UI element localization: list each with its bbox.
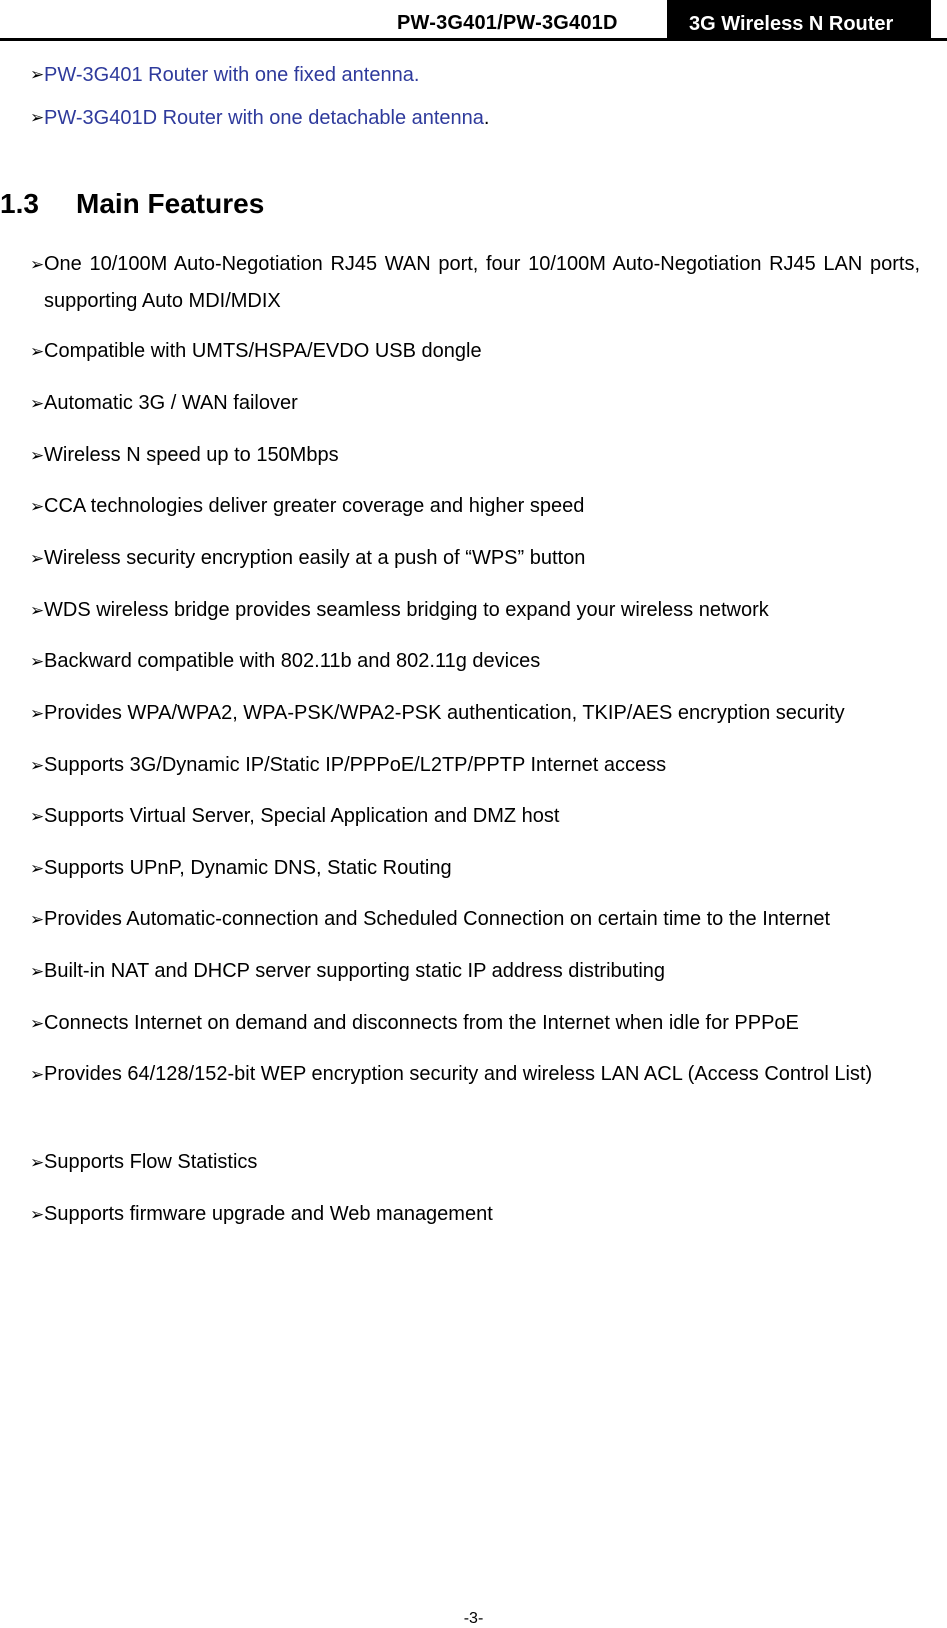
intro-item-text: PW-3G401 Router with one fixed antenna. bbox=[44, 64, 420, 86]
bullet-arrow-icon: ➢ bbox=[30, 756, 45, 775]
feature-item: Supports Flow Statistics bbox=[44, 1151, 258, 1173]
bullet-arrow-icon: ➢ bbox=[30, 704, 45, 723]
bullet-arrow-icon: ➢ bbox=[30, 807, 45, 826]
feature-item: WDS wireless bridge provides seamless bridging to expand your wireless network bbox=[44, 599, 769, 621]
feature-item: Supports 3G/Dynamic IP/Static IP/PPPoE/L2TP/PPTP Internet access bbox=[44, 754, 667, 776]
feature-item: Connects Internet on demand and disconnects from the Internet when idle for PPPoE bbox=[44, 1012, 799, 1034]
section-heading bbox=[0, 188, 264, 220]
intro-item bbox=[44, 107, 489, 130]
bullet-arrow-icon: ➢ bbox=[30, 394, 45, 413]
bullet-arrow-icon: ➢ bbox=[30, 1205, 45, 1224]
page-number: -3- bbox=[463, 1610, 484, 1627]
bullet-arrow-icon: ➢ bbox=[30, 1153, 45, 1172]
feature-item: Compatible with UMTS/HSPA/EVDO USB dongle bbox=[44, 340, 482, 362]
header-model-name: PW-3G401/PW-3G401D bbox=[397, 12, 618, 34]
bullet-arrow-icon: ➢ bbox=[30, 549, 45, 568]
bullet-arrow-icon: ➢ bbox=[30, 255, 45, 274]
feature-item: Wireless security encryption easily at a push of “WPS” button bbox=[44, 547, 586, 569]
bullet-arrow-icon: ➢ bbox=[30, 652, 45, 671]
feature-item: Wireless N speed up to 150Mbps bbox=[44, 444, 339, 466]
feature-item: Provides Automatic-connection and Scheduled Connection on certain time to the Internet bbox=[44, 908, 831, 930]
bullet-arrow-icon: ➢ bbox=[30, 601, 45, 620]
bullet-arrow-icon: ➢ bbox=[30, 108, 45, 127]
feature-item: Supports UPnP, Dynamic DNS, Static Routing bbox=[44, 857, 452, 879]
bullet-arrow-icon: ➢ bbox=[30, 342, 45, 361]
intro-item bbox=[44, 64, 419, 87]
feature-item: Built-in NAT and DHCP server supporting static IP address distributing bbox=[44, 960, 666, 982]
feature-item: Supports Virtual Server, Special Application and DMZ host bbox=[44, 805, 560, 827]
page-header bbox=[0, 0, 947, 44]
intro-item-suffix: . bbox=[483, 107, 490, 129]
header-product-name: 3G Wireless N Router bbox=[689, 13, 894, 35]
bullet-arrow-icon: ➢ bbox=[30, 65, 45, 84]
bullet-arrow-icon: ➢ bbox=[30, 1065, 45, 1084]
header-product-tab bbox=[667, 0, 931, 41]
feature-item: CCA technologies deliver greater coverage and higher speed bbox=[44, 495, 585, 517]
bullet-arrow-icon: ➢ bbox=[30, 1014, 45, 1033]
bullet-arrow-icon: ➢ bbox=[30, 497, 45, 516]
feature-item: One 10/100M Auto-Negotiation RJ45 WAN port, four 10/100M Auto-Negotiation RJ45 LAN ports, supporting Auto MDI/MDIX bbox=[44, 253, 920, 312]
feature-item: Provides 64/128/152-bit WEP encryption security and wireless LAN ACL (Access Control List) bbox=[44, 1063, 873, 1085]
feature-item: Provides WPA/WPA2, WPA-PSK/WPA2-PSK authentication, TKIP/AES encryption security bbox=[44, 702, 845, 724]
section-number: 1.3 bbox=[0, 188, 39, 219]
bullet-arrow-icon: ➢ bbox=[30, 910, 45, 929]
bullet-arrow-icon: ➢ bbox=[30, 962, 45, 981]
bullet-arrow-icon: ➢ bbox=[30, 859, 45, 878]
feature-item: Supports firmware upgrade and Web management bbox=[44, 1203, 493, 1225]
header-rule bbox=[0, 38, 947, 41]
feature-item: Backward compatible with 802.11b and 802.11g devices bbox=[44, 650, 541, 672]
intro-item-text: PW-3G401D Router with one detachable antenna bbox=[44, 107, 484, 129]
feature-item: Automatic 3G / WAN failover bbox=[44, 392, 298, 414]
section-title: Main Features bbox=[76, 188, 265, 219]
bullet-arrow-icon: ➢ bbox=[30, 446, 45, 465]
